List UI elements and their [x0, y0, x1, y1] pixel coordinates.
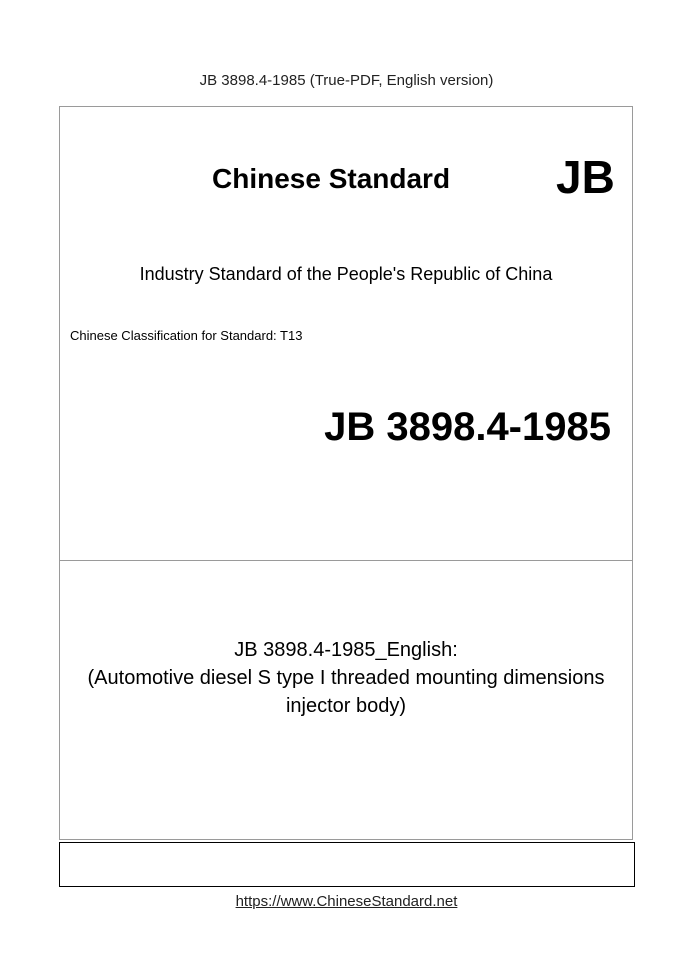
bottom-box	[59, 842, 635, 887]
title-line-3: injector body)	[285, 695, 407, 717]
issuer-line: Industry Standard of the People's Republic of China	[139, 264, 553, 284]
title-line-2: (Automotive diesel S type I threaded mounting dimensions	[87, 667, 605, 689]
title-line-1: JB 3898.4-1985_English:	[234, 639, 458, 661]
cover-heading: Chinese Standard	[212, 163, 451, 194]
document-title	[59, 636, 633, 720]
cover-divider	[59, 560, 633, 561]
website-link[interactable]: https://www.ChineseStandard.net	[235, 893, 458, 910]
standard-number: JB 3898.4-1985	[324, 405, 611, 449]
cover-frame	[59, 106, 633, 840]
classification-line: Chinese Classification for Standard: T13	[70, 328, 303, 343]
standard-mark: JB	[556, 151, 615, 203]
document-caption: JB 3898.4-1985 (True-PDF, English version)	[199, 72, 494, 89]
